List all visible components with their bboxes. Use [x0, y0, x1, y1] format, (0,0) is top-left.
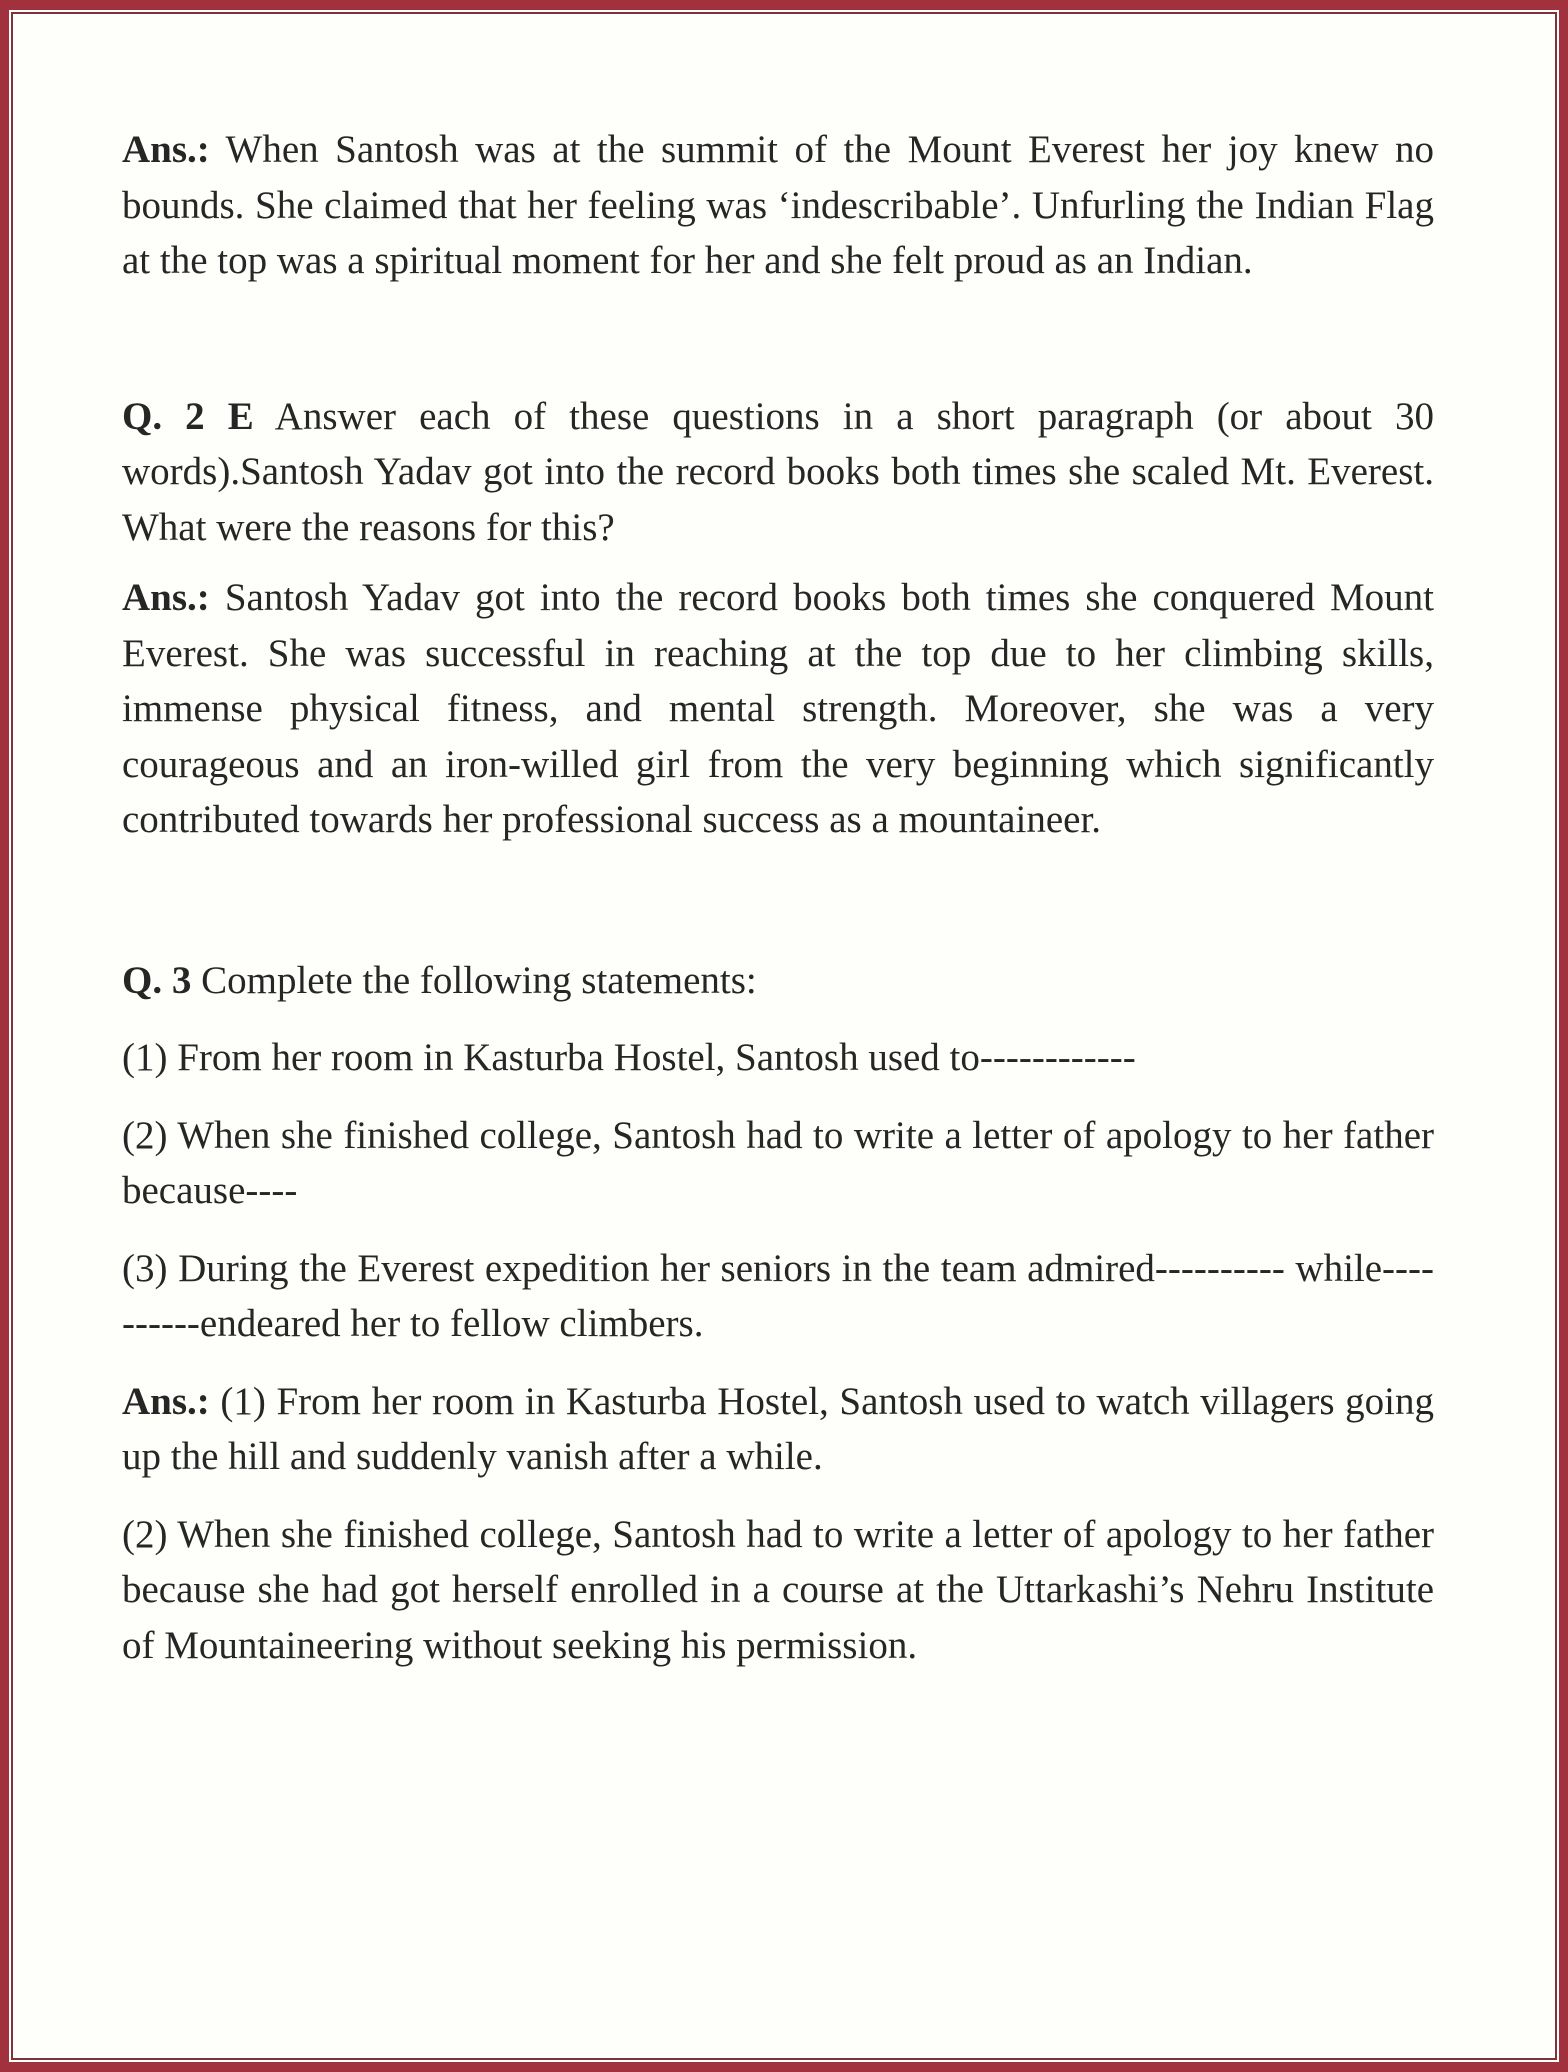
- q2-answer: [122, 570, 1434, 848]
- q3-statement-1: (1) From her room in Kasturba Hostel, Santosh used to------------: [122, 1036, 1136, 1079]
- q3-statement-3: (3) During the Everest expedition her seniors in the team admired---------- while----------endeared her to fellow climbers.: [122, 1246, 1434, 1345]
- question-label: Q. 3: [122, 958, 192, 1002]
- answer-text: (1) From her room in Kasturba Hostel, Santosh used to watch villagers going up the hill and suddenly vanish after a while.: [122, 1379, 1434, 1478]
- q3-answer-2: (2) When she finished college, Santosh had to write a letter of apology to her father because she had got herself enrolled in a course at the Uttarkashi’s Nehru Institute of Mountaineering without seeking his permission.: [122, 1512, 1434, 1667]
- q3-statement-2: (2) When she finished college, Santosh had to write a letter of apology to her father because----: [122, 1113, 1434, 1212]
- answer-text: When Santosh was at the summit of the Mount Everest her joy knew no bounds. She claimed that her feeling was ‘indescribable’. Unfurling the Indian Flag at the top was a spiritual moment for her and she felt proud as an Indian.: [122, 128, 1434, 282]
- answer-label: Ans.:: [122, 576, 210, 619]
- q3-answer-1: [122, 1374, 1434, 1485]
- q3-question: [122, 953, 1434, 1009]
- answer-text: Santosh Yadav got into the record books both times she conquered Mount Everest. She was successful in reaching at the top due to her climbing skills, immense physical fitness, and mental strength. Moreover, she was a very courageous and an iron-willed girl from the very beginning which significantly contributed towards her professional success as a mountaineer.: [122, 576, 1434, 841]
- question-text: Complete the following statements:: [191, 958, 757, 1002]
- q1-answer: [122, 122, 1434, 289]
- answer-label: Ans.:: [122, 128, 210, 171]
- question-label: Q. 2 E: [122, 394, 254, 438]
- document-content: [122, 122, 1434, 1673]
- question-text: Answer each of these questions in a short paragraph (or about 30 words).Santosh Yadav got into the record books both times she scaled Mt. Everest. What were the reasons for this?: [122, 394, 1434, 549]
- q2-question: [122, 389, 1434, 556]
- answer-label: Ans.:: [122, 1379, 210, 1423]
